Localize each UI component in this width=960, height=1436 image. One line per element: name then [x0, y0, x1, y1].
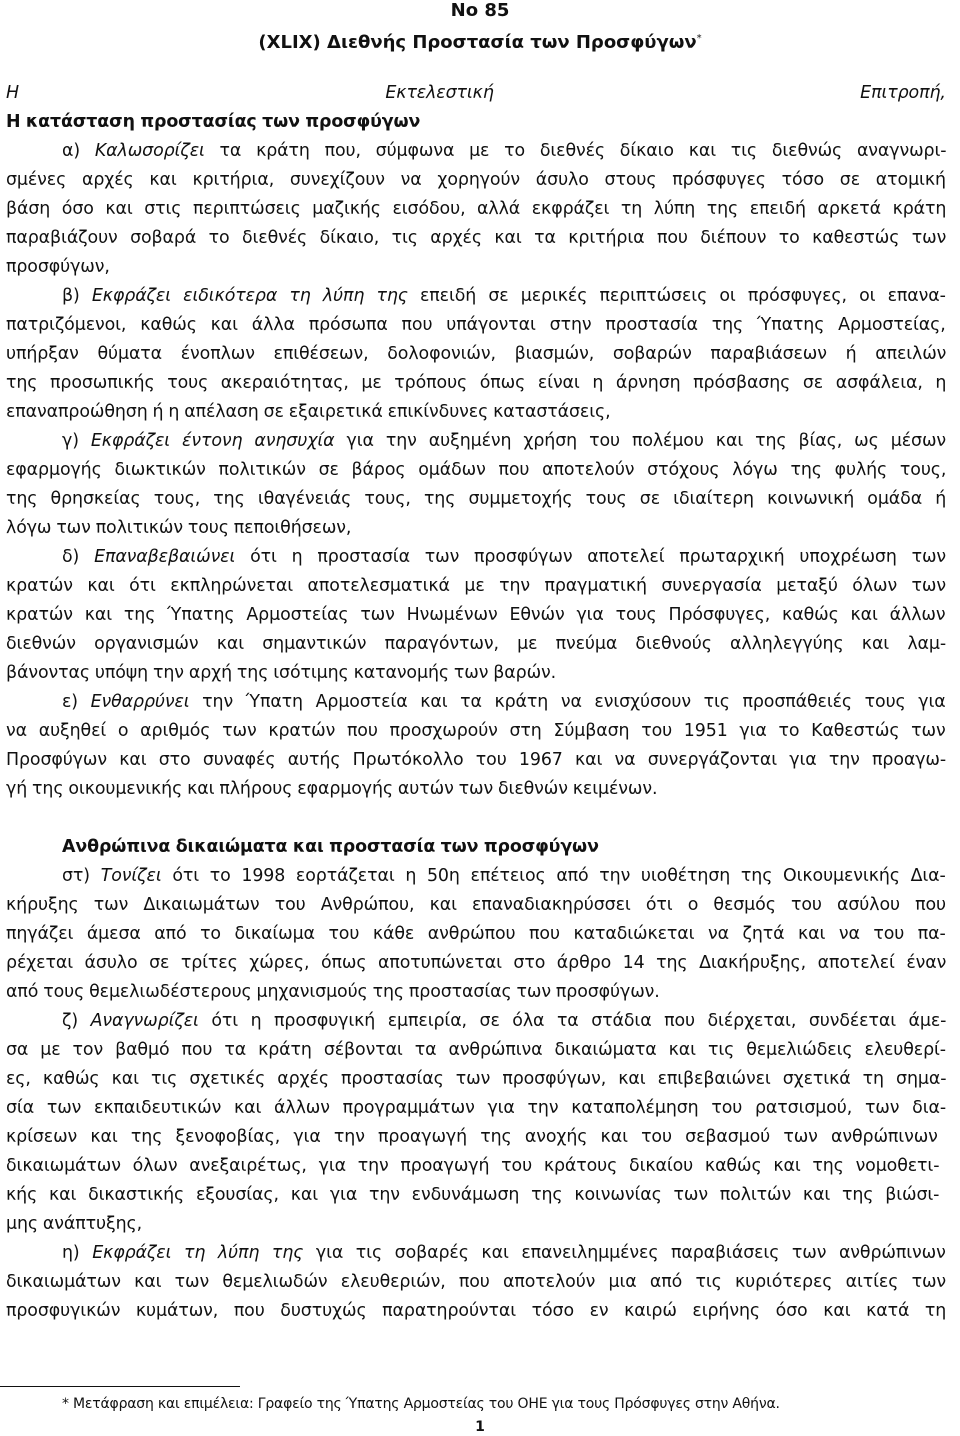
body-line: [62, 282, 946, 310]
body-line: [62, 137, 946, 165]
body-line: [6, 1123, 938, 1151]
body-line: [62, 543, 946, 571]
line-text: τα κράτη που, σύμφωνα με το διεθνές δίκαιο και τις διεθνώς αναγνωρι-: [204, 141, 947, 161]
document-title: [0, 28, 960, 54]
body-line: [6, 1065, 946, 1093]
body-line: [6, 485, 946, 513]
body-line: [6, 398, 611, 426]
line-text: επαναπροώθηση ή η απέλαση σε εξαιρετικά επικίνδυνες καταστάσεις,: [6, 402, 611, 422]
line-text: στ): [62, 866, 101, 886]
body-line: [6, 79, 946, 107]
body-line: [6, 978, 660, 1006]
body-line: [6, 1036, 946, 1064]
body-line: [6, 717, 946, 745]
body-line: [6, 920, 946, 948]
body-line: [6, 949, 946, 977]
body-line: [6, 630, 946, 658]
line-text: ότι η προσφυγική εμπειρία, σε όλα τα στάδια που διέρχεται, συνδέεται άμε-: [198, 1011, 947, 1031]
body-line: [6, 166, 946, 194]
line-text: πατριζόμενοι, καθώς και άλλα πρόσωπα που υπάγονται στην προστασία της Ύπατης Αρμοστείας,: [6, 315, 946, 335]
line-text: επειδή σε μερικές περιπτώσεις οι πρόσφυγες, οι επανα-: [407, 286, 946, 306]
line-text: πηγάζει άμεσα από το δικαίωμα του κάθε ανθρώπου που καταδιώκεται να ζητά και να του πα-: [6, 924, 946, 944]
body-line: [6, 1297, 946, 1325]
emphasis-text: Ενθαρρύνει: [90, 692, 190, 712]
line-text: σα με τον βαθμό που τα κράτη σέβονται τα ανθρώπινα δικαιώματα και τις θεμελιώδεις ελευθερί-: [6, 1040, 946, 1060]
section-heading-line: [6, 108, 420, 136]
body-line: [62, 427, 946, 455]
body-line: [6, 1094, 946, 1122]
line-text: για τις σοβαρές και επανειλημμένες παραβιάσεις των ανθρώπινων: [303, 1243, 946, 1263]
body-line: [6, 1181, 939, 1209]
line-text: από τους θεμελιωδέστερους μηχανισμούς της προστασίας των προσφύγων.: [6, 982, 660, 1002]
body-line: [6, 1210, 142, 1238]
line-text: γή της οικουμενικής και πλήρους εφαρμογής αυτών των διεθνών κειμένων.: [6, 779, 658, 799]
body-line: [62, 862, 946, 890]
document-title-text: (XLIX) Διεθνής Προστασία των Προσφύγων: [258, 32, 697, 53]
line-text: την Ύπατη Αρμοστεία και τα κράτη να ενισχύσουν τις προσπάθειές τους για: [189, 692, 946, 712]
emphasis-text: Εκφράζει έντονη ανησυχία: [90, 431, 335, 451]
body-line: [62, 1239, 946, 1267]
body-line: [6, 659, 556, 687]
line-text: ρέχεται άσυλο σε τρίτες χώρες, όπως αποτυπώνεται στο άρθρο 14 της Διακήρυξης, αποτελεί έναν: [6, 953, 947, 973]
line-text: α): [62, 141, 95, 161]
line-text: ότι το 1998 εορτάζεται η 50η επέτειος από την υιοθέτηση της Οικουμενικής Δια-: [161, 866, 946, 886]
line-text: βάνοντας υπόψη την αρχή της ισότιμης κατανομής των βαρών.: [6, 663, 557, 683]
page-number: 1: [475, 1419, 485, 1435]
line-text: υπήρξαν θύματα ένοπλων επιθέσεων, δολοφονιών, βιασμών, σοβαρών παραβιάσεων ή απειλών: [6, 344, 947, 364]
line-text: Η κατάσταση προστασίας των προσφύγων: [6, 112, 421, 132]
line-text: να αυξηθεί ο αριθμός των κρατών που προσχωρούν στη Σύμβαση του 1951 για το Καθεστώς των: [6, 721, 946, 741]
line-text: κήρυξης των Δικαιωμάτων του Ανθρώπου, και επαναδιακηρύσσει ότι ο θεσμός του ασύλου που: [6, 895, 947, 915]
line-text: παραβιάζουν σοβαρά το διεθνές δίκαιο, τις αρχές και τα κριτήρια που διέπουν το καθεστώς των: [6, 228, 947, 248]
line-text: δικαιωμάτων και των θεμελιωδών ελευθεριών, που αποτελούν μια από τις κυριότερες αιτίες των: [6, 1272, 947, 1292]
body-line: [6, 572, 946, 600]
footnote-marker: *: [696, 33, 702, 44]
emphasis-text: Εκφράζει τη λύπη της: [92, 1243, 304, 1263]
line-text: κρατών και της Ύπατης Αρμοστείας των Ηνωμένων Εθνών για τους Πρόσφυγες, καθώς και άλλων: [6, 605, 946, 625]
body-line: [6, 1152, 939, 1180]
emphasis-text: Τονίζει: [100, 866, 162, 886]
footnote: * Μετάφραση και επιμέλεια: Γραφείο της Ύπατης Αρμοστείας του ΟΗΕ για τους Πρόσφυγες στην Αθήνα.: [62, 1396, 780, 1412]
line-text: ότι η προστασία των προσφύγων αποτελεί πρωταρχική υποχρέωση των: [235, 547, 947, 567]
body-line: [6, 340, 946, 368]
line-text: εφαρμογής διωκτικών πολιτικών σε βάρος ομάδων που αποτελούν στόχους λόγω της φυλής τους,: [6, 460, 947, 480]
line-text: κής και δικαστικής εξουσίας, και για την ενδυνάμωση της κοινωνίας των πολιτών και της βιώσι-: [6, 1185, 940, 1205]
line-text: ζ): [62, 1011, 91, 1031]
body-line: [6, 195, 946, 223]
body-line: [6, 775, 657, 803]
emphasis-text: Η Εκτελεστική Επιτροπή,: [6, 83, 946, 103]
line-text: διεθνών οργανισμών και σημαντικών παραγόντων, με πνεύμα διεθνούς αλληλεγγύης και λαμ-: [6, 634, 947, 654]
line-text: σία των εκπαιδευτικών και άλλων προγραμμάτων για την καταπολέμηση του ρατσισμού, των δια-: [6, 1098, 947, 1118]
line-text: κρατών και ότι εκπληρώνεται αποτελεσματικά με την πραγματική συνεργασία μεταξύ όλων των: [6, 576, 946, 596]
line-text: η): [62, 1243, 93, 1263]
line-text: μης ανάπτυξης,: [6, 1214, 143, 1234]
footnote-rule: [0, 1386, 240, 1387]
body-line: [62, 1007, 946, 1035]
line-text: Προσφύγων και στο συναφές αυτής Πρωτόκολλο του 1967 και να συνεργάζονται για την προαγω-: [6, 750, 947, 770]
line-text: για την αυξημένη χρήση του πολέμου και της βίας, ως μέσων: [334, 431, 947, 451]
body-line: [6, 746, 946, 774]
line-text: προσφύγων,: [6, 257, 110, 277]
body-line: [6, 224, 946, 252]
line-text: λόγω των πολιτικών τους πεποιθήσεων,: [6, 518, 352, 538]
line-text: της θρησκείας τους, της ιθαγένειάς τους, της συμμετοχής τους σε ιδιαίτερη κοινωνική ομάδα ή: [6, 489, 947, 509]
line-text: κρίσεων και της ξενοφοβίας, για την προαγωγή της ανοχής και του σεβασμού των ανθρώπινων: [6, 1127, 938, 1147]
emphasis-text: Εκφράζει ειδικότερα τη λύπη της: [91, 286, 408, 306]
line-text: προσφυγικών κυμάτων, που δυστυχώς παρατηρούνται τόσο εν καιρώ ειρήνης όσο και κατά τη: [6, 1301, 947, 1321]
line-text: ες, καθώς και τις σχετικές αρχές προστασίας των προσφύγων, και επιβεβαιώνει σχετικά τη σημα-: [6, 1069, 947, 1089]
emphasis-text: Αναγνωρίζει: [90, 1011, 199, 1031]
line-text: δ): [62, 547, 95, 567]
body-line: [6, 514, 351, 542]
line-text: Ανθρώπινα δικαιώματα και προστασία των προσφύγων: [62, 837, 599, 857]
body-line: [6, 601, 946, 629]
body-line: [6, 456, 946, 484]
line-text: σμένες αρχές και κριτήρια, συνεχίζουν να χορηγούν άσυλο στους πρόσφυγες τόσο σε ατομική: [6, 170, 946, 190]
section-heading-line: [62, 833, 599, 861]
line-text: δικαιωμάτων όλων ανεξαιρέτως, για την προαγωγή του κράτους δικαίου καθώς και της νομοθετι-: [6, 1156, 940, 1176]
body-line: [6, 311, 946, 339]
body-line: [62, 688, 946, 716]
line-text: βάση όσο και στις περιπτώσεις μαζικής εισόδου, αλλά εκφράζει τη λύπη της επειδή αρκετά κράτη: [6, 199, 947, 219]
document-number: Νο 85: [450, 0, 510, 21]
body-line: [6, 253, 110, 281]
line-text: γ): [62, 431, 91, 451]
emphasis-text: Καλωσορίζει: [94, 141, 205, 161]
body-line: [6, 1268, 946, 1296]
emphasis-text: Επαναβεβαιώνει: [94, 547, 236, 567]
body-line: [6, 369, 946, 397]
line-text: β): [62, 286, 92, 306]
line-text: της προσωπικής τους ακεραιότητας, με τρόπους όπως είναι η άρνηση πρόσβασης σε ασφάλεια, η: [6, 373, 947, 393]
body-line: [6, 891, 946, 919]
line-text: ε): [62, 692, 91, 712]
